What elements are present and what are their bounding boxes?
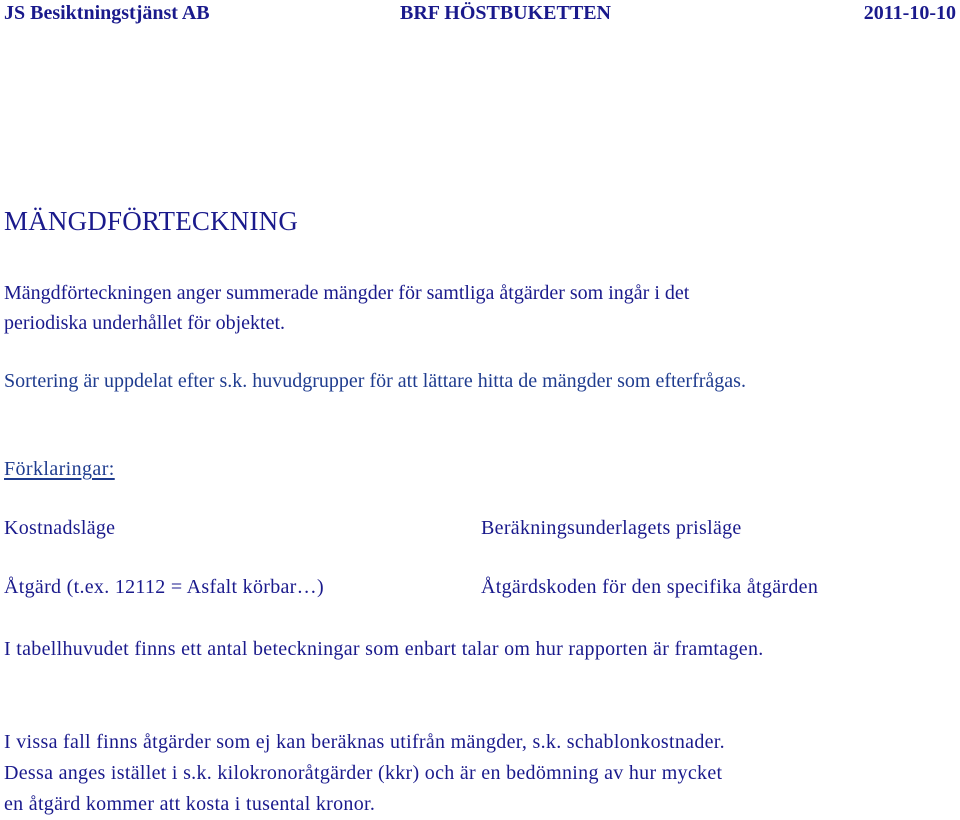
- intro-line-2: periodiska underhållet för objektet.: [4, 312, 286, 334]
- schablon-note: [4, 727, 725, 820]
- report-date: 2011-10-10: [863, 2, 956, 24]
- sorting-paragraph: Sortering är uppdelat efter s.k. huvudgrupper för att lättare hitta de mängder som efterfrågas.: [4, 370, 746, 392]
- explanations-heading: Förklaringar:: [4, 458, 115, 480]
- company-name: JS Besiktningstjänst AB: [4, 2, 210, 24]
- definition-description: Åtgärdskoden för den specifika åtgärden: [481, 576, 819, 598]
- project-name: BRF HÖSTBUKETTEN: [400, 2, 611, 24]
- schablon-line-1: I vissa fall finns åtgärder som ej kan beräknas utifrån mängder, s.k. schablonkostnader.: [4, 731, 725, 753]
- schablon-line-2: Dessa anges istället i s.k. kilokronoråtgärder (kkr) och är en bedömning av hur mycket: [4, 762, 723, 784]
- table-header-note: I tabellhuvudet finns ett antal beteckningar som enbart talar om hur rapporten är framtagen.: [4, 638, 764, 660]
- intro-line-1: Mängdförteckningen anger summerade mängder för samtliga åtgärder som ingår i det: [4, 282, 690, 304]
- definition-term: Kostnadsläge: [4, 517, 116, 539]
- document-title: MÄNGDFÖRTECKNING: [4, 206, 299, 236]
- schablon-line-3: en åtgärd kommer att kosta i tusental kronor.: [4, 793, 376, 815]
- intro-paragraph: [4, 278, 689, 338]
- definition-description: Beräkningsunderlagets prisläge: [481, 517, 742, 539]
- definition-term: Åtgärd (t.ex. 12112 = Asfalt körbar…): [4, 576, 324, 598]
